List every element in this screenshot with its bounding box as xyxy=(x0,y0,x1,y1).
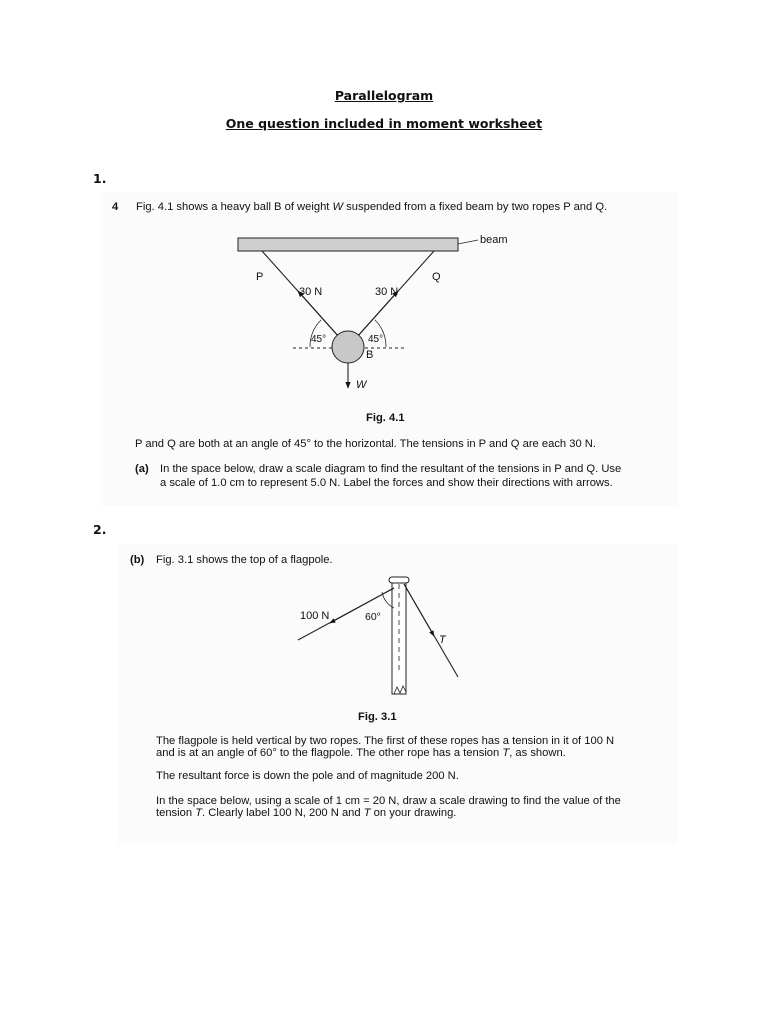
tension-t-label: T xyxy=(439,634,446,646)
beam-label: beam xyxy=(480,234,508,246)
q1-part-a-line2: a scale of 1.0 cm to represent 5.0 N. Label the forces and show their directions with arrows. xyxy=(160,477,613,489)
q1-part-a-label: (a) xyxy=(135,463,149,475)
q1-intro-text-a: Fig. 4.1 shows a heavy ball B of weight xyxy=(136,201,333,213)
q2-para3-line2-t2: T xyxy=(363,807,371,819)
angle-60-label: 60° xyxy=(365,611,381,623)
q2-para3-line2-b: . Clearly label 100 N, 200 N and xyxy=(202,807,364,819)
q2-para3-line2-c: on your drawing. xyxy=(370,807,457,819)
question-1-number: 1. xyxy=(93,171,107,186)
beam-leader-line xyxy=(458,240,478,244)
fig-3-1-caption: Fig. 3.1 xyxy=(358,711,397,723)
q2-para1-line2 xyxy=(156,746,566,760)
page-subtitle: One question included in moment worksheet xyxy=(225,116,543,131)
force-100n-label: 100 N xyxy=(300,610,330,622)
q2-para1-line1: The flagpole is held vertical by two ropes. The first of these ropes has a tension in it of 100 N xyxy=(156,735,615,747)
tension-left-label: 30 N xyxy=(299,286,323,298)
q2-para1-line2-t: T xyxy=(502,747,510,759)
question-1-panel xyxy=(100,192,678,506)
q2-intro: Fig. 3.1 shows the top of a flagpole. xyxy=(156,554,333,566)
q2-para3-line2 xyxy=(156,806,456,820)
angle-left-label: 45° xyxy=(311,334,327,345)
weight-label: W xyxy=(356,379,367,391)
q1-part-a-line1: In the space below, draw a scale diagram to find the resultant of the tensions in P and Q. Use xyxy=(160,463,622,475)
force-100n-arrow xyxy=(330,588,394,623)
q2-para3-line1: In the space below, using a scale of 1 cm = 20 N, draw a scale drawing to find the value of the xyxy=(156,795,621,807)
q2-para3-line2-t: T xyxy=(195,807,203,819)
beam xyxy=(238,238,458,251)
ball-label: B xyxy=(366,349,374,361)
q2-para1-line2-b: , as shown. xyxy=(509,747,566,759)
angle-right-label: 45° xyxy=(368,334,384,345)
page-title: Parallelogram xyxy=(334,88,434,103)
tension-t-arrow xyxy=(404,584,434,636)
q1-intro-text-b: suspended from a fixed beam by two ropes P and Q. xyxy=(343,201,608,213)
fig-3-1-diagram xyxy=(118,544,678,714)
question-2-number: 2. xyxy=(93,522,107,537)
q1-intro-w: W xyxy=(332,201,344,213)
q2-para2: The resultant force is down the pole and of magnitude 200 N. xyxy=(156,770,459,782)
q1-item-number: 4 xyxy=(112,201,119,213)
q2-part-b-label: (b) xyxy=(130,554,145,566)
q2-para3-line2-a: tension xyxy=(156,807,196,819)
q2-para1-line2-a: and is at an angle of 60° to the flagpole. The other rope has a tension xyxy=(156,747,503,759)
ball-b xyxy=(332,331,364,363)
label-p: P xyxy=(256,271,264,283)
question-2-panel xyxy=(118,544,678,844)
q1-statement: P and Q are both at an angle of 45° to the horizontal. The tensions in P and Q are each 30 N. xyxy=(135,438,596,450)
flagpole-cap xyxy=(389,577,409,583)
fig-4-1-caption: Fig. 4.1 xyxy=(366,412,405,424)
fig-4-1-diagram xyxy=(100,192,678,392)
tension-right-label: 30 N xyxy=(375,286,399,298)
label-q: Q xyxy=(432,271,441,283)
